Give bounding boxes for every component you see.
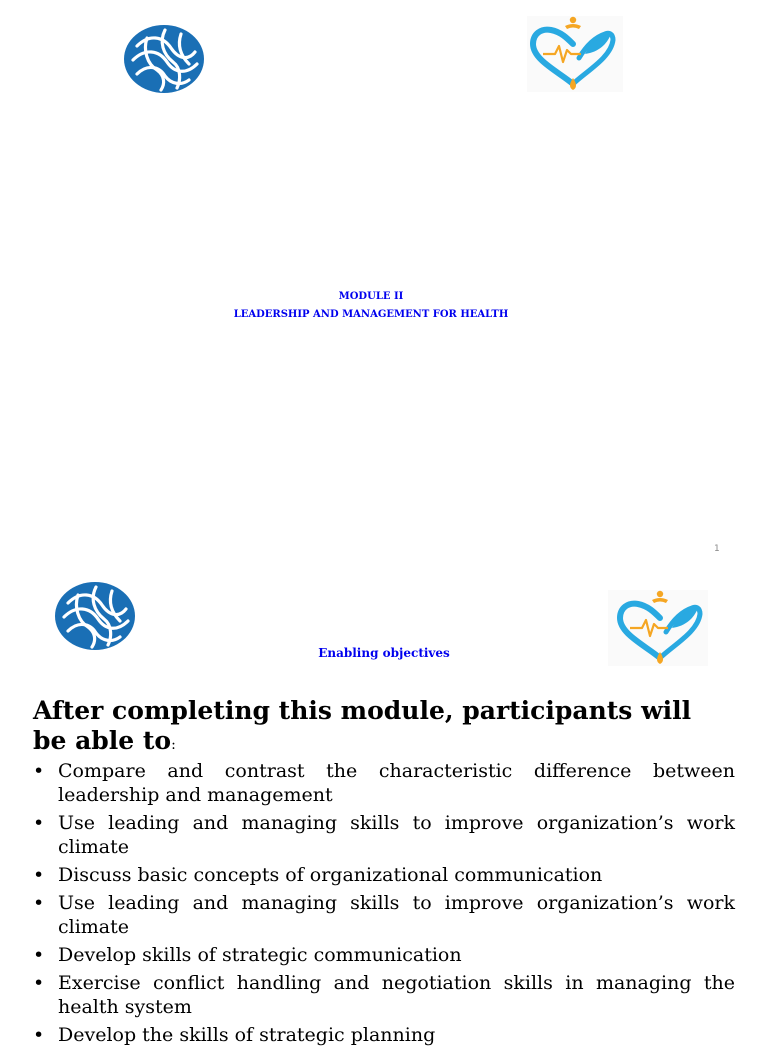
list-item: • Exercise conflict handling and negotiation skills in managing the health system: [33, 971, 735, 1019]
woven-emblem-icon: [123, 24, 205, 94]
list-item: • Discuss basic concepts of organizational communication: [33, 863, 735, 887]
woven-emblem-icon: [54, 581, 136, 651]
objectives-list: [33, 759, 735, 1051]
lead-colon: :: [171, 737, 176, 753]
module-heading-block: [0, 288, 742, 324]
lead-heading: [33, 696, 733, 760]
module-label: MODULE II: [338, 291, 404, 302]
list-item: • Use leading and managing skills to improve organization’s work climate: [33, 811, 735, 859]
list-item: • Develop skills of strategic communication: [33, 943, 735, 967]
list-item: • Use leading and managing skills to improve organization’s work climate: [33, 891, 735, 939]
module-title: LEADERSHIP AND MANAGEMENT FOR HEALTH: [233, 309, 509, 320]
list-item: • Compare and contrast the characteristic difference between leadership and management: [33, 759, 735, 807]
lead-text: After completing this module, participants will be able to: [33, 696, 692, 755]
heart-health-icon: [519, 14, 627, 94]
objectives-slide: [0, 566, 768, 1046]
page-number: 1: [714, 544, 720, 554]
section-title: Enabling objectives: [318, 646, 450, 660]
list-item: • Develop the skills of strategic planning: [33, 1023, 735, 1047]
